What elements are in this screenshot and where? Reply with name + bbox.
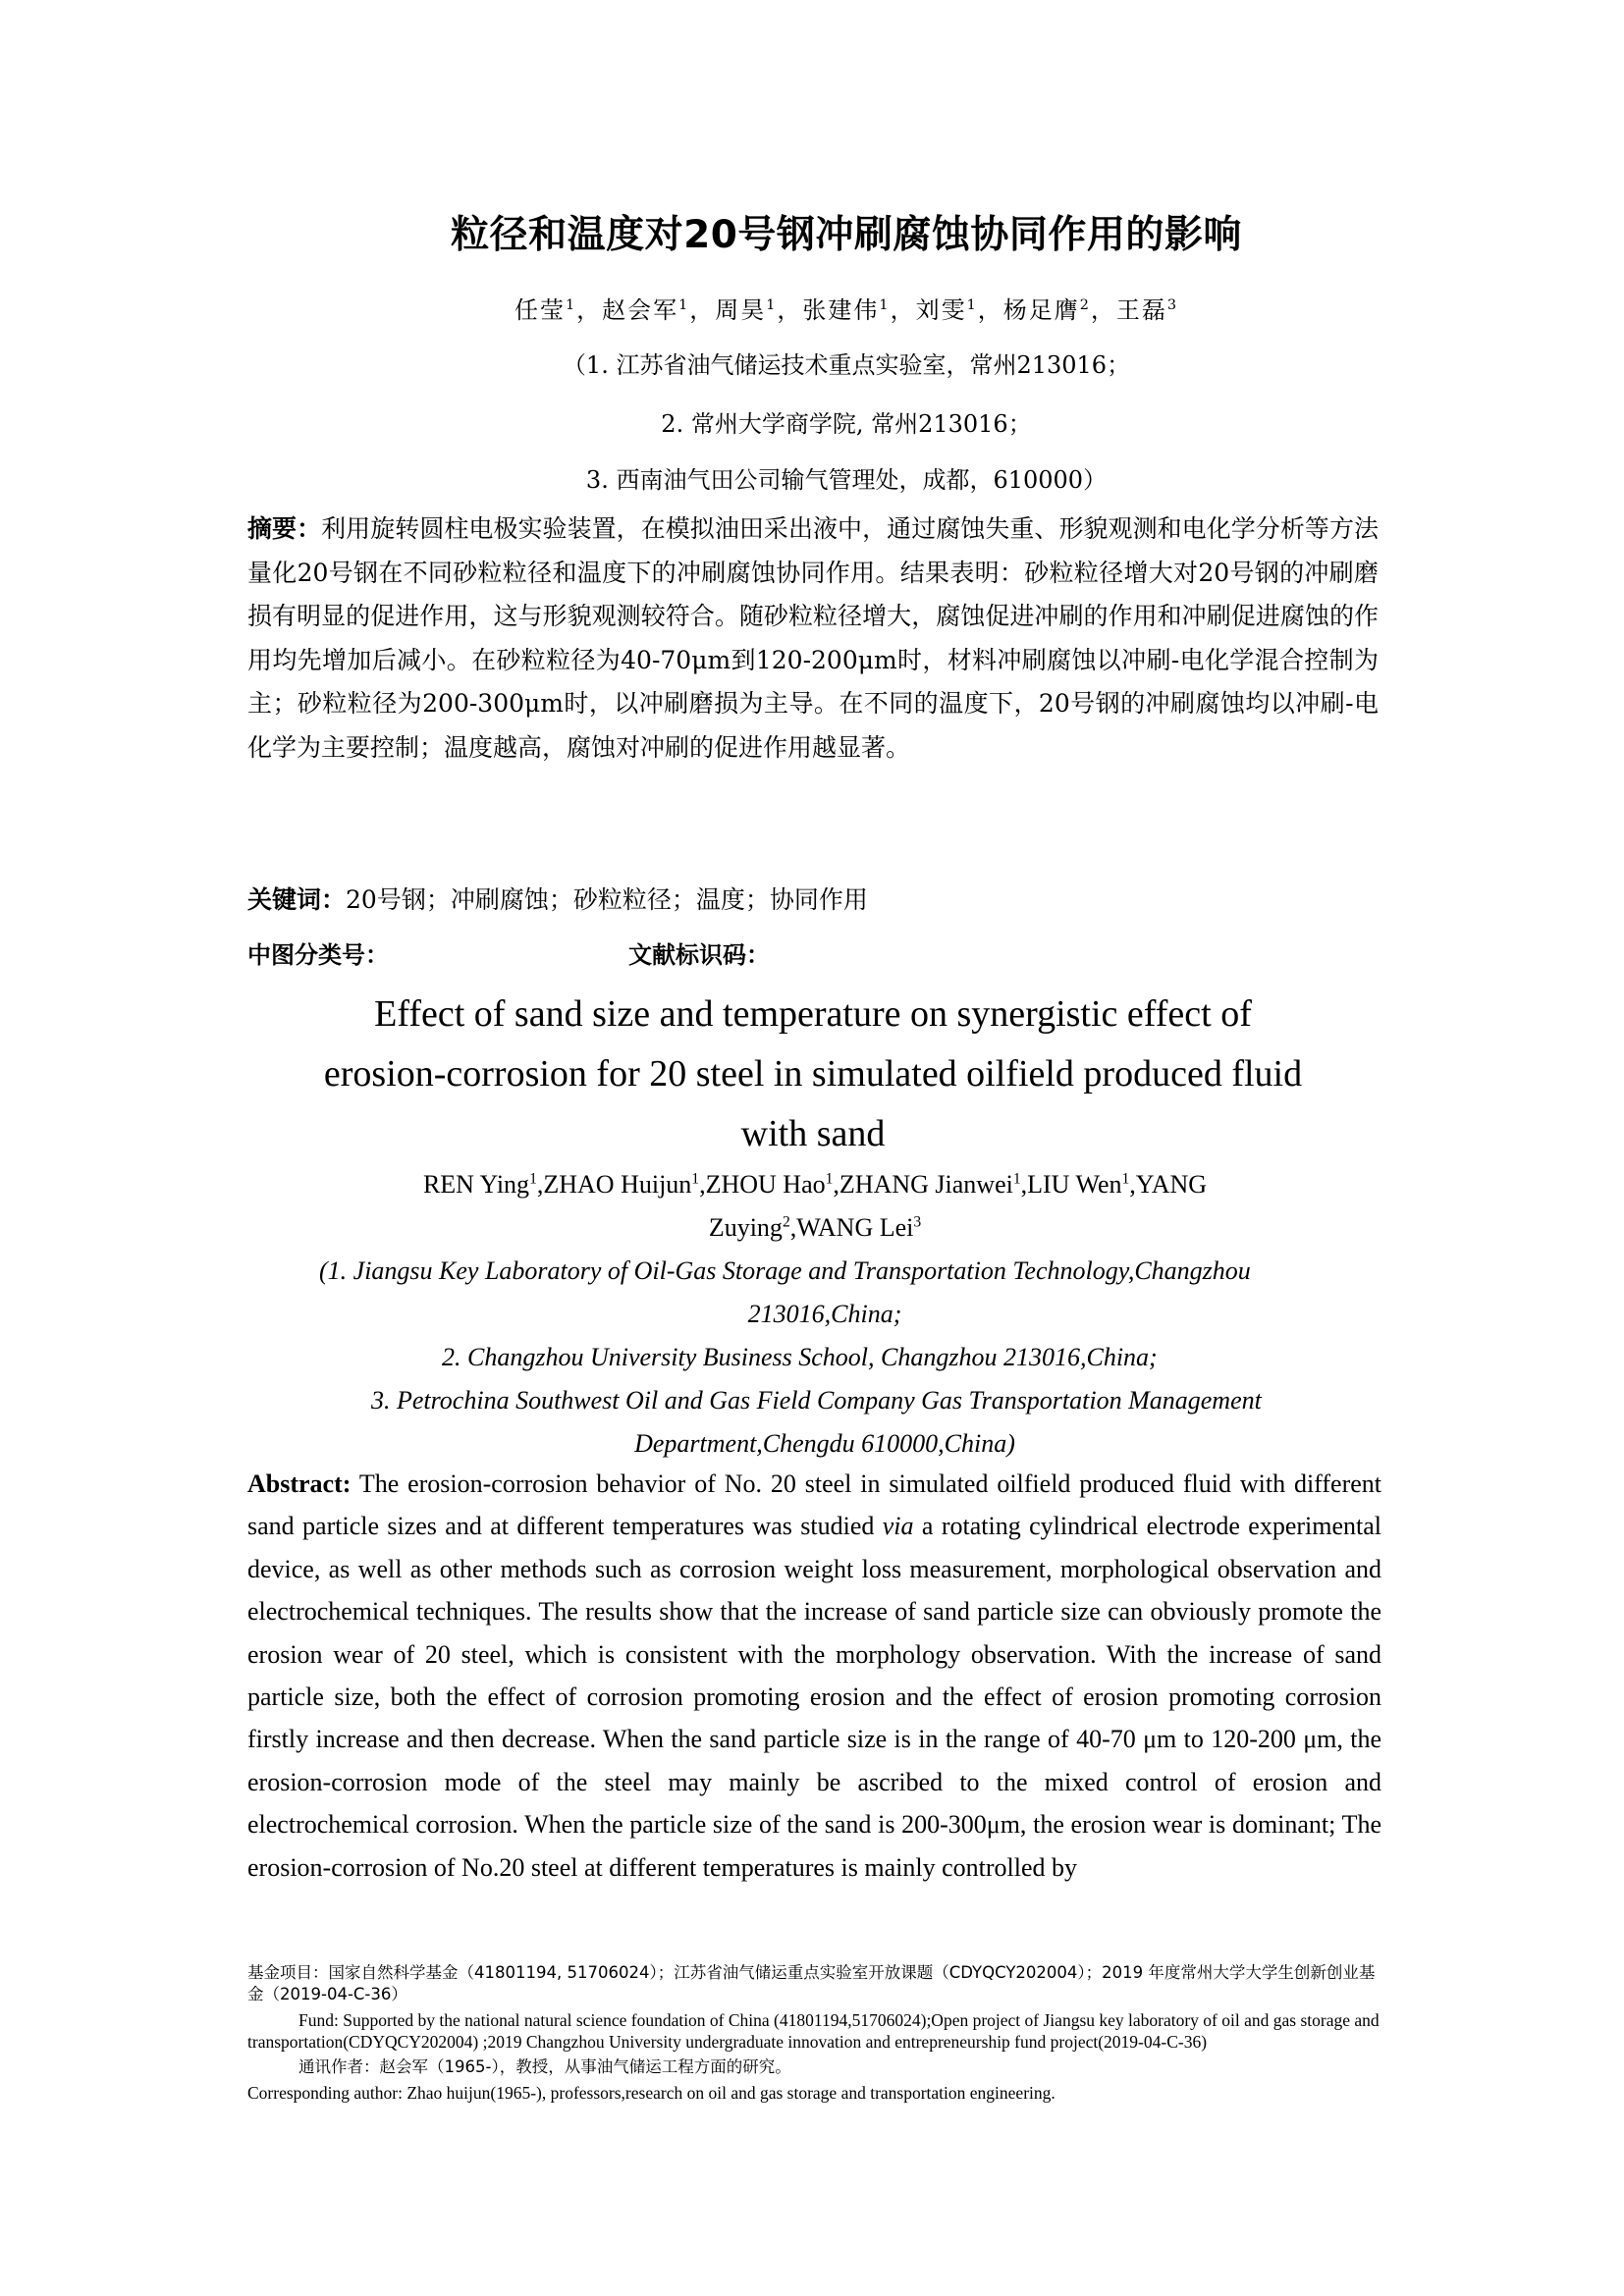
doc-code-label: 文献标识码： xyxy=(628,941,770,969)
author-en-affil-mark: 1 xyxy=(1012,1170,1021,1188)
author-en-name: Zuying xyxy=(708,1213,783,1242)
affiliation-en-3: 3. Petrochina Southwest Oil and Gas Field Company Gas Transportation Management xyxy=(371,1386,1262,1415)
author-cn-separator: ， xyxy=(576,296,603,324)
author-en-affil-mark: 1 xyxy=(691,1170,700,1188)
keywords-cn-text: 20号钢；冲刷腐蚀；砂粒粒径；温度；协同作用 xyxy=(346,885,868,914)
footnote-corr-en: Corresponding author: Zhao huijun(1965-), professors,research on oil and gas storage and transportation engineering. xyxy=(247,2083,1056,2103)
abstract-cn xyxy=(247,507,1379,770)
author-cn-name: 赵会军 xyxy=(602,296,679,324)
author-cn-name: 张建伟 xyxy=(802,296,880,324)
author-en-name: ,ZHAO Huijun xyxy=(536,1170,692,1199)
author-en-name: ,ZHANG Jianwei xyxy=(833,1170,1013,1199)
author-cn-affil-mark: 2 xyxy=(1079,297,1091,313)
author-cn-name: 刘雯 xyxy=(915,296,967,324)
author-cn-separator: ， xyxy=(890,296,916,324)
abstract-en-text-b: a rotating cylindrical electrode experimental device, as well as other methods such as corrosion weight loss measurement, morphological observation and electrochemical techniques. The results show that the increase of sand particle size can obviously promote the erosion wear of 20 steel, which is consistent with the morphology observation. With the increase of sand particle size, both the effect of corrosion promoting erosion and the effect of erosion promoting corrosion firstly increase and then decrease. When the sand particle size is in the range of 40-70 μm to 120-200 μm, the erosion-corrosion mode of the steel may mainly be ascribed to the mixed control of erosion and electrochemical corrosion. When the particle size of the sand is 200-300μm, the erosion wear is dominant; The erosion-corrosion of No.20 steel at different temperatures is mainly controlled by xyxy=(247,1512,1381,1882)
author-cn-name: 任莹 xyxy=(514,296,566,324)
author-cn-separator: ， xyxy=(1090,296,1116,324)
affiliation-en-2: 2. Changzhou University Business School, Changzhou 213016,China; xyxy=(442,1343,1158,1371)
clc-label: 中图分类号： xyxy=(247,941,389,969)
author-cn-name: 杨足膺 xyxy=(1002,296,1080,324)
author-en-name: ,LIU Wen xyxy=(1020,1170,1122,1199)
author-en-name: ,WANG Lei xyxy=(789,1213,914,1242)
abstract-en-text-a: The erosion-corrosion behavior of No. 20 steel in simulated oilfield produced fluid with different sand particle sizes and at different temperatures was studied xyxy=(247,1469,1381,1541)
authors-cn xyxy=(0,291,1624,325)
author-en-name: ,ZHOU Hao xyxy=(699,1170,826,1199)
author-en-name: REN Ying xyxy=(422,1170,530,1199)
affiliation-en-3-cont: Department,Chengdu 610000,China) xyxy=(634,1429,1015,1458)
author-en-affil-mark: 3 xyxy=(913,1213,922,1231)
title-en-line-1: Effect of sand size and temperature on synergistic effect of xyxy=(374,993,1252,1035)
author-en-name: ,YANG xyxy=(1129,1170,1208,1199)
author-cn-name: 周昊 xyxy=(715,296,767,324)
abstract-cn-text: 利用旋转圆柱电极实验装置，在模拟油田采出液中，通过腐蚀失重、形貌观测和电化学分析等方法量化20号钢在不同砂粒粒径和温度下的冲刷腐蚀协同作用。结果表明：砂粒粒径增大对20号钢的冲刷磨损有明显的促进作用，这与形貌观测较符合。随砂粒粒径增大，腐蚀促进冲刷的作用和冲刷促进腐蚀的作用均先增加后减小。在砂粒粒径为40-70μm到120-200μm时，材料冲刷腐蚀以冲刷-电化学混合控制为主；砂粒粒径为200-300μm时，以冲刷磨损为主导。在不同的温度下，20号钢的冲刷腐蚀均以冲刷-电化学为主要控制；温度越高，腐蚀对冲刷的促进作用越显著。 xyxy=(247,514,1379,762)
keywords-cn xyxy=(247,879,1379,923)
affiliation-cn-1: （1. 江苏省油气储运技术重点实验室，常州213016； xyxy=(562,351,1131,379)
affiliation-en-1: (1. Jiangsu Key Laboratory of Oil-Gas Storage and Transportation Technology,Changzhou xyxy=(319,1256,1251,1285)
keywords-cn-label: 关键词： xyxy=(247,885,347,914)
authors-en xyxy=(324,1163,1306,1250)
author-en-affil-mark: 1 xyxy=(529,1170,537,1188)
author-en-affil-mark: 2 xyxy=(782,1213,790,1231)
author-cn-separator: ， xyxy=(689,296,716,324)
affiliation-en-1-cont: 213016,China; xyxy=(747,1300,902,1328)
author-cn-separator: ， xyxy=(977,296,1003,324)
author-cn-affil-mark: 1 xyxy=(565,297,577,313)
footnotes xyxy=(247,1962,1381,2104)
paper-title-en xyxy=(247,985,1379,1164)
author-en-affil-mark: 1 xyxy=(1121,1170,1130,1188)
author-cn-name: 王磊 xyxy=(1115,296,1167,324)
affiliation-cn-2: 2. 常州大学商学院, 常州213016； xyxy=(661,410,1032,438)
author-cn-separator: ， xyxy=(777,296,803,324)
abstract-cn-label: 摘要： xyxy=(247,514,322,543)
author-cn-affil-mark: 1 xyxy=(966,297,978,313)
footnote-fund-cn: 基金项目：国家自然科学基金（41801194, 51706024）；江苏省油气储运重点实验室开放课题（CDYQCY202004）；2019 年度常州大学大学生创新创业基金（2019-04-C-36） xyxy=(247,1963,1376,2003)
title-en-line-2: erosion-corrosion for 20 steel in simulated oilfield produced fluid xyxy=(323,1053,1303,1095)
authors-en-line-2 xyxy=(324,1206,1306,1250)
author-cn-affil-mark: 1 xyxy=(766,297,778,313)
abstract-en-label: Abstract: xyxy=(247,1469,352,1498)
author-en-affil-mark: 1 xyxy=(825,1170,834,1188)
paper-title-cn: 粒径和温度对20号钢冲刷腐蚀协同作用的影响 xyxy=(451,213,1242,257)
affiliation-cn-3: 3. 西南油气田公司输气管理处，成都，610000） xyxy=(585,466,1108,494)
title-en-line-3: with sand xyxy=(740,1113,886,1154)
author-cn-affil-mark: 3 xyxy=(1166,297,1179,313)
abstract-en-via: via xyxy=(882,1512,914,1541)
abstract-en xyxy=(247,1463,1381,1889)
author-cn-affil-mark: 1 xyxy=(879,297,891,313)
author-cn-affil-mark: 1 xyxy=(678,297,690,313)
footnote-fund-en: Fund: Supported by the national natural science foundation of China (41801194,51706024);Open project of Jiangsu key laboratory of oil and gas storage and transportation(CDYQCY202004) ;2019 Changzhou University undergraduate innovation and entrepreneurship fund project(2019-04-C-36) xyxy=(247,2010,1380,2052)
authors-en-line-1 xyxy=(324,1163,1306,1206)
footnote-corr-cn: 通讯作者：赵会军（1965-），教授，从事油气储运工程方面的研究。 xyxy=(298,2057,791,2076)
